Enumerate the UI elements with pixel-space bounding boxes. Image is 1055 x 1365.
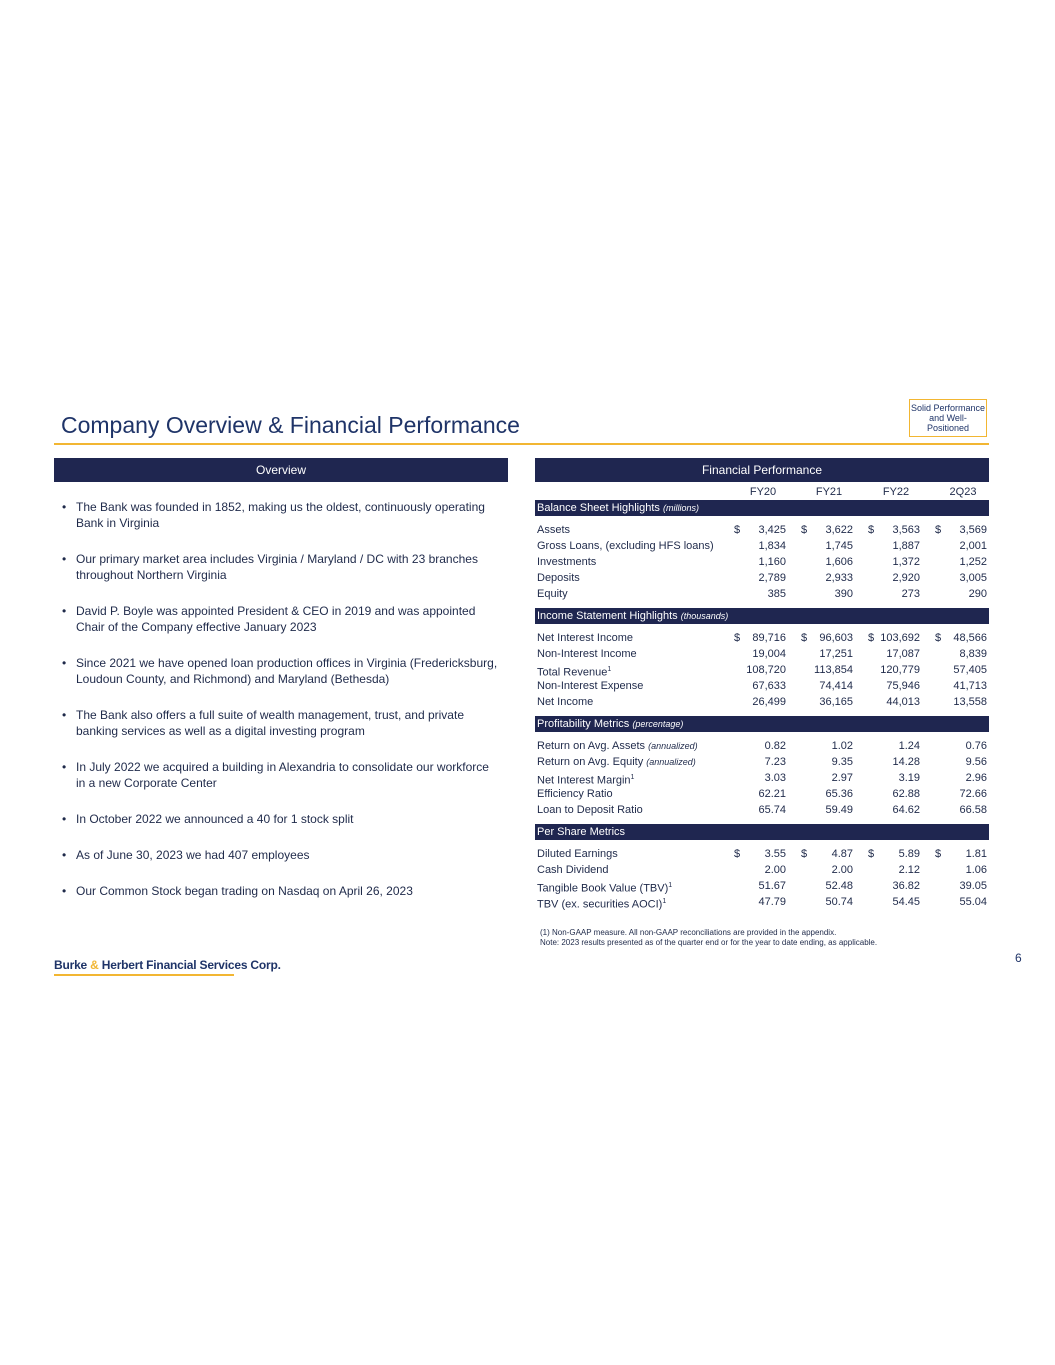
cell-value: 9.35 [831, 756, 853, 768]
row-label [537, 630, 633, 646]
cell-value: 3.03 [764, 772, 786, 784]
currency-symbol: $ [935, 524, 942, 536]
section-title: Per Share Metrics [537, 826, 626, 838]
table-row [535, 846, 989, 862]
currency-symbol: $ [801, 524, 808, 536]
table-row [535, 662, 989, 678]
cell-value: 385 [767, 588, 786, 600]
row-label [537, 786, 613, 802]
company-logo [54, 958, 281, 972]
currency-symbol: $ [734, 848, 741, 860]
financial-heading: Financial Performance [535, 458, 989, 482]
row-label [537, 586, 568, 602]
cell-value: 1,887 [892, 540, 920, 552]
row-note: (annualized) [646, 757, 696, 767]
row-label-text: Gross Loans, (excluding HFS loans) [537, 540, 714, 552]
row-label-text: Tangible Book Value (TBV) [537, 882, 669, 895]
section-title: Balance Sheet Highlights [537, 502, 660, 514]
cell-value: 72.66 [959, 788, 987, 800]
cell-value: 89,716 [752, 632, 786, 644]
cell-value: 57,405 [953, 664, 987, 676]
row-label-text: Total Revenue [537, 666, 608, 679]
currency-symbol: $ [734, 632, 741, 644]
logo-ampersand: & [90, 958, 99, 972]
logo-text-2: Herbert Financial Services Corp. [98, 958, 281, 972]
cell-value: 52.48 [825, 880, 853, 892]
cell-value: 59.49 [825, 804, 853, 816]
cell-value: 36,165 [819, 696, 853, 708]
row-label [537, 802, 643, 818]
currency-symbol: $ [734, 524, 741, 536]
row-label-text: Return on Avg. Equity [537, 756, 644, 768]
row-label-text: Non-Interest Income [537, 648, 637, 660]
cell-value: 7.23 [764, 756, 786, 768]
cell-value: 2.00 [831, 864, 853, 876]
cell-value: 48,566 [953, 632, 987, 644]
overview-bullet: • In July 2022 we acquired a building in Alexandria to consolidate our workforce in a new Corporate Center [60, 759, 500, 791]
currency-symbol: $ [868, 848, 875, 860]
cell-value: 2.97 [831, 772, 853, 784]
cell-value: 3,563 [892, 524, 920, 536]
cell-value: 1,160 [758, 556, 786, 568]
row-label-text: Deposits [537, 572, 580, 584]
cell-value: 1.06 [965, 864, 987, 876]
table-row [535, 554, 989, 570]
cell-value: 51.67 [758, 880, 786, 892]
cell-value: 2.96 [965, 772, 987, 784]
overview-bullet: • Since 2021 we have opened loan production offices in Virginia (Fredericksburg, Loudoun County, and Richmond) and Maryland (Bethesda) [60, 655, 500, 687]
row-label-text: Net Income [537, 696, 594, 708]
title-divider [54, 443, 989, 445]
section-header [535, 500, 989, 516]
page-number: 6 [1015, 951, 1022, 965]
cell-value: 120,779 [880, 664, 920, 676]
cell-value: 41,713 [953, 680, 987, 692]
cell-value: 13,558 [953, 696, 987, 708]
currency-symbol: $ [801, 632, 808, 644]
overview-bullet: • Our Common Stock began trading on Nasdaq on April 26, 2023 [60, 883, 500, 899]
table-row [535, 878, 989, 894]
row-label [537, 678, 643, 694]
row-label-text: Non-Interest Expense [537, 680, 644, 692]
overview-bullet: • Our primary market area includes Virginia / Maryland / DC with 23 branches throughout Northern Virginia [60, 551, 500, 583]
table-row [535, 646, 989, 662]
cell-value: 113,854 [814, 664, 853, 676]
row-note: (annualized) [648, 741, 698, 751]
table-row [535, 862, 989, 878]
section-title: Income Statement Highlights [537, 610, 678, 622]
row-label-text: Diluted Earnings [537, 848, 618, 860]
section-header [535, 716, 989, 732]
currency-symbol: $ [801, 848, 808, 860]
row-label [537, 694, 593, 710]
row-label [537, 570, 580, 586]
row-label [537, 846, 618, 862]
section-unit: (millions) [662, 503, 699, 513]
cell-value: 290 [968, 588, 987, 600]
cell-value: 66.58 [959, 804, 987, 816]
cell-value: 1,745 [825, 540, 853, 552]
footnotes [540, 928, 877, 948]
cell-value: 17,087 [886, 648, 920, 660]
cell-value: 4.87 [831, 848, 853, 860]
page-title: Company Overview & Financial Performance [61, 412, 520, 438]
cell-value: 2,001 [959, 540, 987, 552]
table-row [535, 570, 989, 586]
overview-bullet: • In October 2022 we announced a 40 for 1 stock split [60, 811, 500, 827]
cell-value: 3.19 [898, 772, 920, 784]
year-label: 2Q23 [949, 486, 977, 498]
year-header [535, 482, 989, 500]
cell-value: 1,834 [758, 540, 786, 552]
logo-underline [54, 974, 234, 976]
cell-value: 1,252 [959, 556, 987, 568]
overview-heading: Overview [54, 458, 508, 482]
row-label [537, 894, 666, 913]
row-label [537, 554, 596, 570]
section-header [535, 608, 989, 624]
cell-value: 2,933 [825, 572, 853, 584]
cell-value: 36.82 [892, 880, 920, 892]
row-label-text: Net Interest Margin [537, 774, 631, 787]
table-row [535, 538, 989, 554]
cell-value: 2.00 [764, 864, 786, 876]
cell-value: 19,004 [752, 648, 786, 660]
cell-value: 55.04 [959, 896, 987, 908]
footnote-marker: 1 [668, 882, 673, 889]
overview-bullet: • The Bank also offers a full suite of wealth management, trust, and private banking services as well as a digital investing program [60, 707, 500, 739]
section-unit: (percentage) [632, 719, 684, 729]
table-row [535, 754, 989, 770]
cell-value: 0.82 [764, 740, 786, 752]
table-row [535, 770, 989, 786]
cell-value: 39.05 [959, 880, 987, 892]
table-row [535, 586, 989, 602]
performance-tag: Solid Performance and Well-Positioned [909, 399, 987, 437]
cell-value: 17,251 [819, 648, 853, 660]
year-label: FY21 [815, 486, 843, 498]
cell-value: 65.36 [825, 788, 853, 800]
overview-bullet: • The Bank was founded in 1852, making us the oldest, continuously operating Bank in Virginia [60, 499, 500, 531]
cell-value: 273 [901, 588, 920, 600]
cell-value: 75,946 [886, 680, 920, 692]
cell-value: 2,920 [892, 572, 920, 584]
year-label: FY22 [882, 486, 910, 498]
cell-value: 47.79 [758, 896, 786, 908]
row-label-text: Net Interest Income [537, 632, 633, 644]
currency-symbol: $ [935, 848, 942, 860]
table-row [535, 630, 989, 646]
cell-value: 67,633 [752, 680, 786, 692]
table-row [535, 786, 989, 802]
cell-value: 1.02 [831, 740, 853, 752]
cell-value: 3,569 [959, 524, 987, 536]
cell-value: 64.62 [892, 804, 920, 816]
section-unit: (thousands) [680, 611, 729, 621]
section-title: Profitability Metrics [537, 718, 630, 730]
row-label-text: Loan to Deposit Ratio [537, 804, 643, 816]
overview-bullet: • David P. Boyle was appointed President & CEO in 2019 and was appointed Chair of the Company effective January 2023 [60, 603, 500, 635]
section-header [535, 824, 989, 840]
cell-value: 0.76 [965, 740, 987, 752]
currency-symbol: $ [868, 632, 875, 644]
cell-value: 2,789 [758, 572, 786, 584]
currency-symbol: $ [935, 632, 942, 644]
row-label [537, 862, 609, 878]
table-row [535, 678, 989, 694]
cell-value: 3,622 [825, 524, 853, 536]
section-rows [535, 732, 989, 824]
cell-value: 103,692 [880, 632, 920, 644]
table-row [535, 738, 989, 754]
footnote-marker: 1 [607, 666, 612, 673]
overview-bullet: • As of June 30, 2023 we had 407 employees [60, 847, 500, 863]
logo-text-1: Burke [54, 958, 91, 972]
cell-value: 50.74 [825, 896, 853, 908]
cell-value: 1,606 [825, 556, 853, 568]
cell-value: 62.21 [758, 788, 786, 800]
cell-value: 62.88 [892, 788, 920, 800]
cell-value: 54.45 [892, 896, 920, 908]
cell-value: 14.28 [892, 756, 920, 768]
cell-value: 8,839 [959, 648, 987, 660]
row-label-text: Return on Avg. Assets [537, 740, 646, 752]
row-label [537, 754, 696, 770]
cell-value: 74,414 [819, 680, 853, 692]
row-label [537, 522, 570, 538]
row-label [537, 538, 714, 554]
row-label-text: TBV (ex. securities AOCI) [537, 898, 663, 911]
table-row [535, 894, 989, 910]
cell-value: 390 [834, 588, 853, 600]
financial-table [535, 482, 989, 916]
table-row [535, 694, 989, 710]
row-label-text: Investments [537, 556, 597, 568]
row-label [537, 738, 698, 754]
footnote-marker: 1 [630, 774, 635, 781]
cell-value: 1.81 [965, 848, 987, 860]
section-rows [535, 840, 989, 916]
cell-value: 1.24 [898, 740, 920, 752]
cell-value: 3.55 [764, 848, 786, 860]
cell-value: 9.56 [965, 756, 987, 768]
cell-value: 108,720 [746, 664, 786, 676]
cell-value: 5.89 [898, 848, 920, 860]
footnote-1: (1) Non-GAAP measure. All non-GAAP reconciliations are provided in the appendix. [540, 928, 837, 937]
year-label: FY20 [749, 486, 777, 498]
cell-value: 44,013 [886, 696, 920, 708]
row-label-text: Assets [537, 524, 571, 536]
cell-value: 1,372 [892, 556, 920, 568]
row-label-text: Cash Dividend [537, 864, 609, 876]
section-rows [535, 624, 989, 716]
row-label [537, 646, 637, 662]
table-row [535, 522, 989, 538]
table-row [535, 802, 989, 818]
overview-bullets [60, 499, 500, 919]
cell-value: 96,603 [819, 632, 853, 644]
cell-value: 2.12 [898, 864, 920, 876]
footnote-marker: 1 [662, 898, 667, 905]
cell-value: 65.74 [758, 804, 786, 816]
row-label-text: Efficiency Ratio [537, 788, 613, 800]
cell-value: 3,425 [758, 524, 786, 536]
row-label-text: Equity [537, 588, 568, 600]
footnote-2: Note: 2023 results presented as of the quarter end or for the year to date ending, as applicable. [540, 938, 878, 947]
currency-symbol: $ [868, 524, 875, 536]
cell-value: 3,005 [959, 572, 987, 584]
cell-value: 26,499 [752, 696, 786, 708]
section-rows [535, 516, 989, 608]
